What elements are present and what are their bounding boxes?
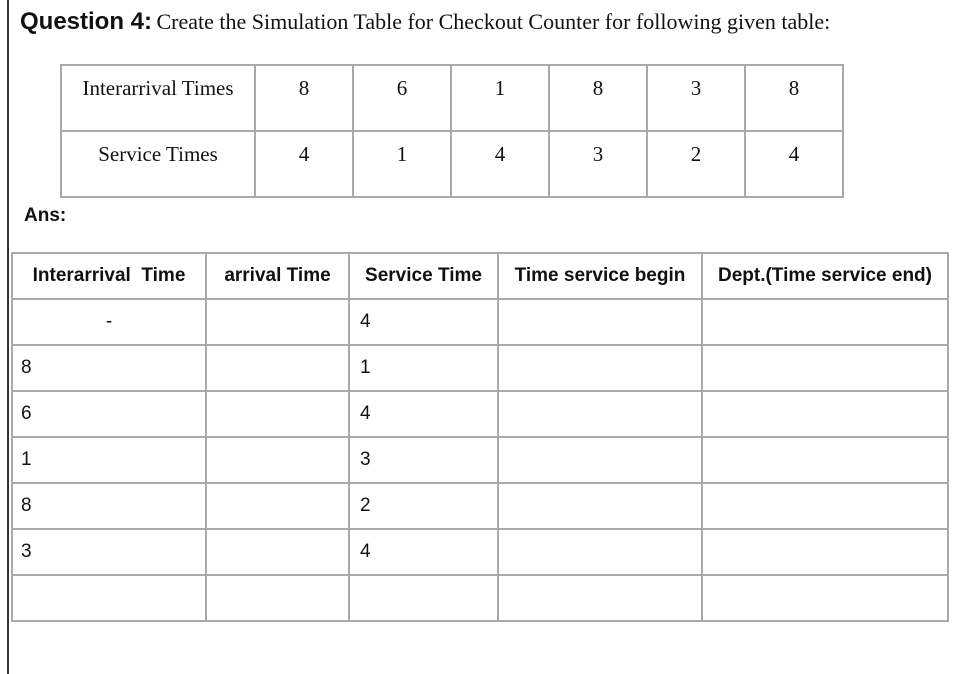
given-cell: 3 — [647, 65, 745, 131]
given-table — [60, 64, 844, 198]
given-cell: 8 — [549, 65, 647, 131]
cell-service-begin — [498, 345, 702, 391]
question-label: Question 4: — [20, 8, 153, 35]
given-cell: 6 — [353, 65, 451, 131]
given-cell: 4 — [451, 131, 549, 197]
given-cell: 8 — [255, 65, 353, 131]
table-row — [12, 529, 948, 575]
cell-interarrival — [12, 575, 206, 621]
given-row-service — [61, 131, 843, 197]
table-row — [12, 391, 948, 437]
cell-service: 4 — [349, 299, 498, 345]
cell-interarrival: 6 — [12, 391, 206, 437]
given-cell: 1 — [353, 131, 451, 197]
given-row-label: Service Times — [61, 131, 255, 197]
left-margin-rule — [7, 0, 9, 674]
cell-arrival — [206, 529, 349, 575]
header-service-time: Service Time — [349, 253, 498, 299]
cell-interarrival: 3 — [12, 529, 206, 575]
header-time-service-begin: Time service begin — [498, 253, 702, 299]
cell-arrival — [206, 299, 349, 345]
cell-arrival — [206, 575, 349, 621]
cell-interarrival: 1 — [12, 437, 206, 483]
given-cell: 1 — [451, 65, 549, 131]
cell-service-begin — [498, 529, 702, 575]
cell-departure — [702, 437, 948, 483]
cell-departure — [702, 299, 948, 345]
cell-service-begin — [498, 483, 702, 529]
cell-departure — [702, 483, 948, 529]
given-cell: 4 — [255, 131, 353, 197]
question-heading — [20, 8, 830, 36]
cell-departure — [702, 575, 948, 621]
table-row — [12, 299, 948, 345]
cell-service: 4 — [349, 529, 498, 575]
given-cell: 2 — [647, 131, 745, 197]
question-text: Create the Simulation Table for Checkout Counter for following given table: — [156, 9, 831, 34]
given-row-label: Interarrival Times — [61, 65, 255, 131]
cell-service: 3 — [349, 437, 498, 483]
cell-arrival — [206, 391, 349, 437]
given-cell: 8 — [745, 65, 843, 131]
cell-departure — [702, 529, 948, 575]
cell-service-begin — [498, 437, 702, 483]
header-departure-time: Dept.(Time service end) — [702, 253, 948, 299]
simulation-table — [11, 252, 949, 622]
cell-arrival — [206, 483, 349, 529]
cell-service: 4 — [349, 391, 498, 437]
table-row — [12, 345, 948, 391]
cell-interarrival: 8 — [12, 483, 206, 529]
cell-service-begin — [498, 299, 702, 345]
table-row — [12, 483, 948, 529]
given-cell: 4 — [745, 131, 843, 197]
header-arrival-time: arrival Time — [206, 253, 349, 299]
cell-arrival — [206, 437, 349, 483]
given-cell: 3 — [549, 131, 647, 197]
cell-service: 1 — [349, 345, 498, 391]
table-row — [12, 575, 948, 621]
cell-departure — [702, 345, 948, 391]
header-interarrival-time: Interarrival Time — [12, 253, 206, 299]
cell-service-begin — [498, 391, 702, 437]
cell-service-begin — [498, 575, 702, 621]
cell-interarrival: 8 — [12, 345, 206, 391]
cell-service: 2 — [349, 483, 498, 529]
answer-label: Ans: — [24, 205, 67, 226]
cell-arrival — [206, 345, 349, 391]
cell-interarrival: - — [12, 299, 206, 345]
cell-departure — [702, 391, 948, 437]
simulation-header-row — [12, 253, 948, 299]
table-row — [12, 437, 948, 483]
cell-service — [349, 575, 498, 621]
given-row-interarrival — [61, 65, 843, 131]
